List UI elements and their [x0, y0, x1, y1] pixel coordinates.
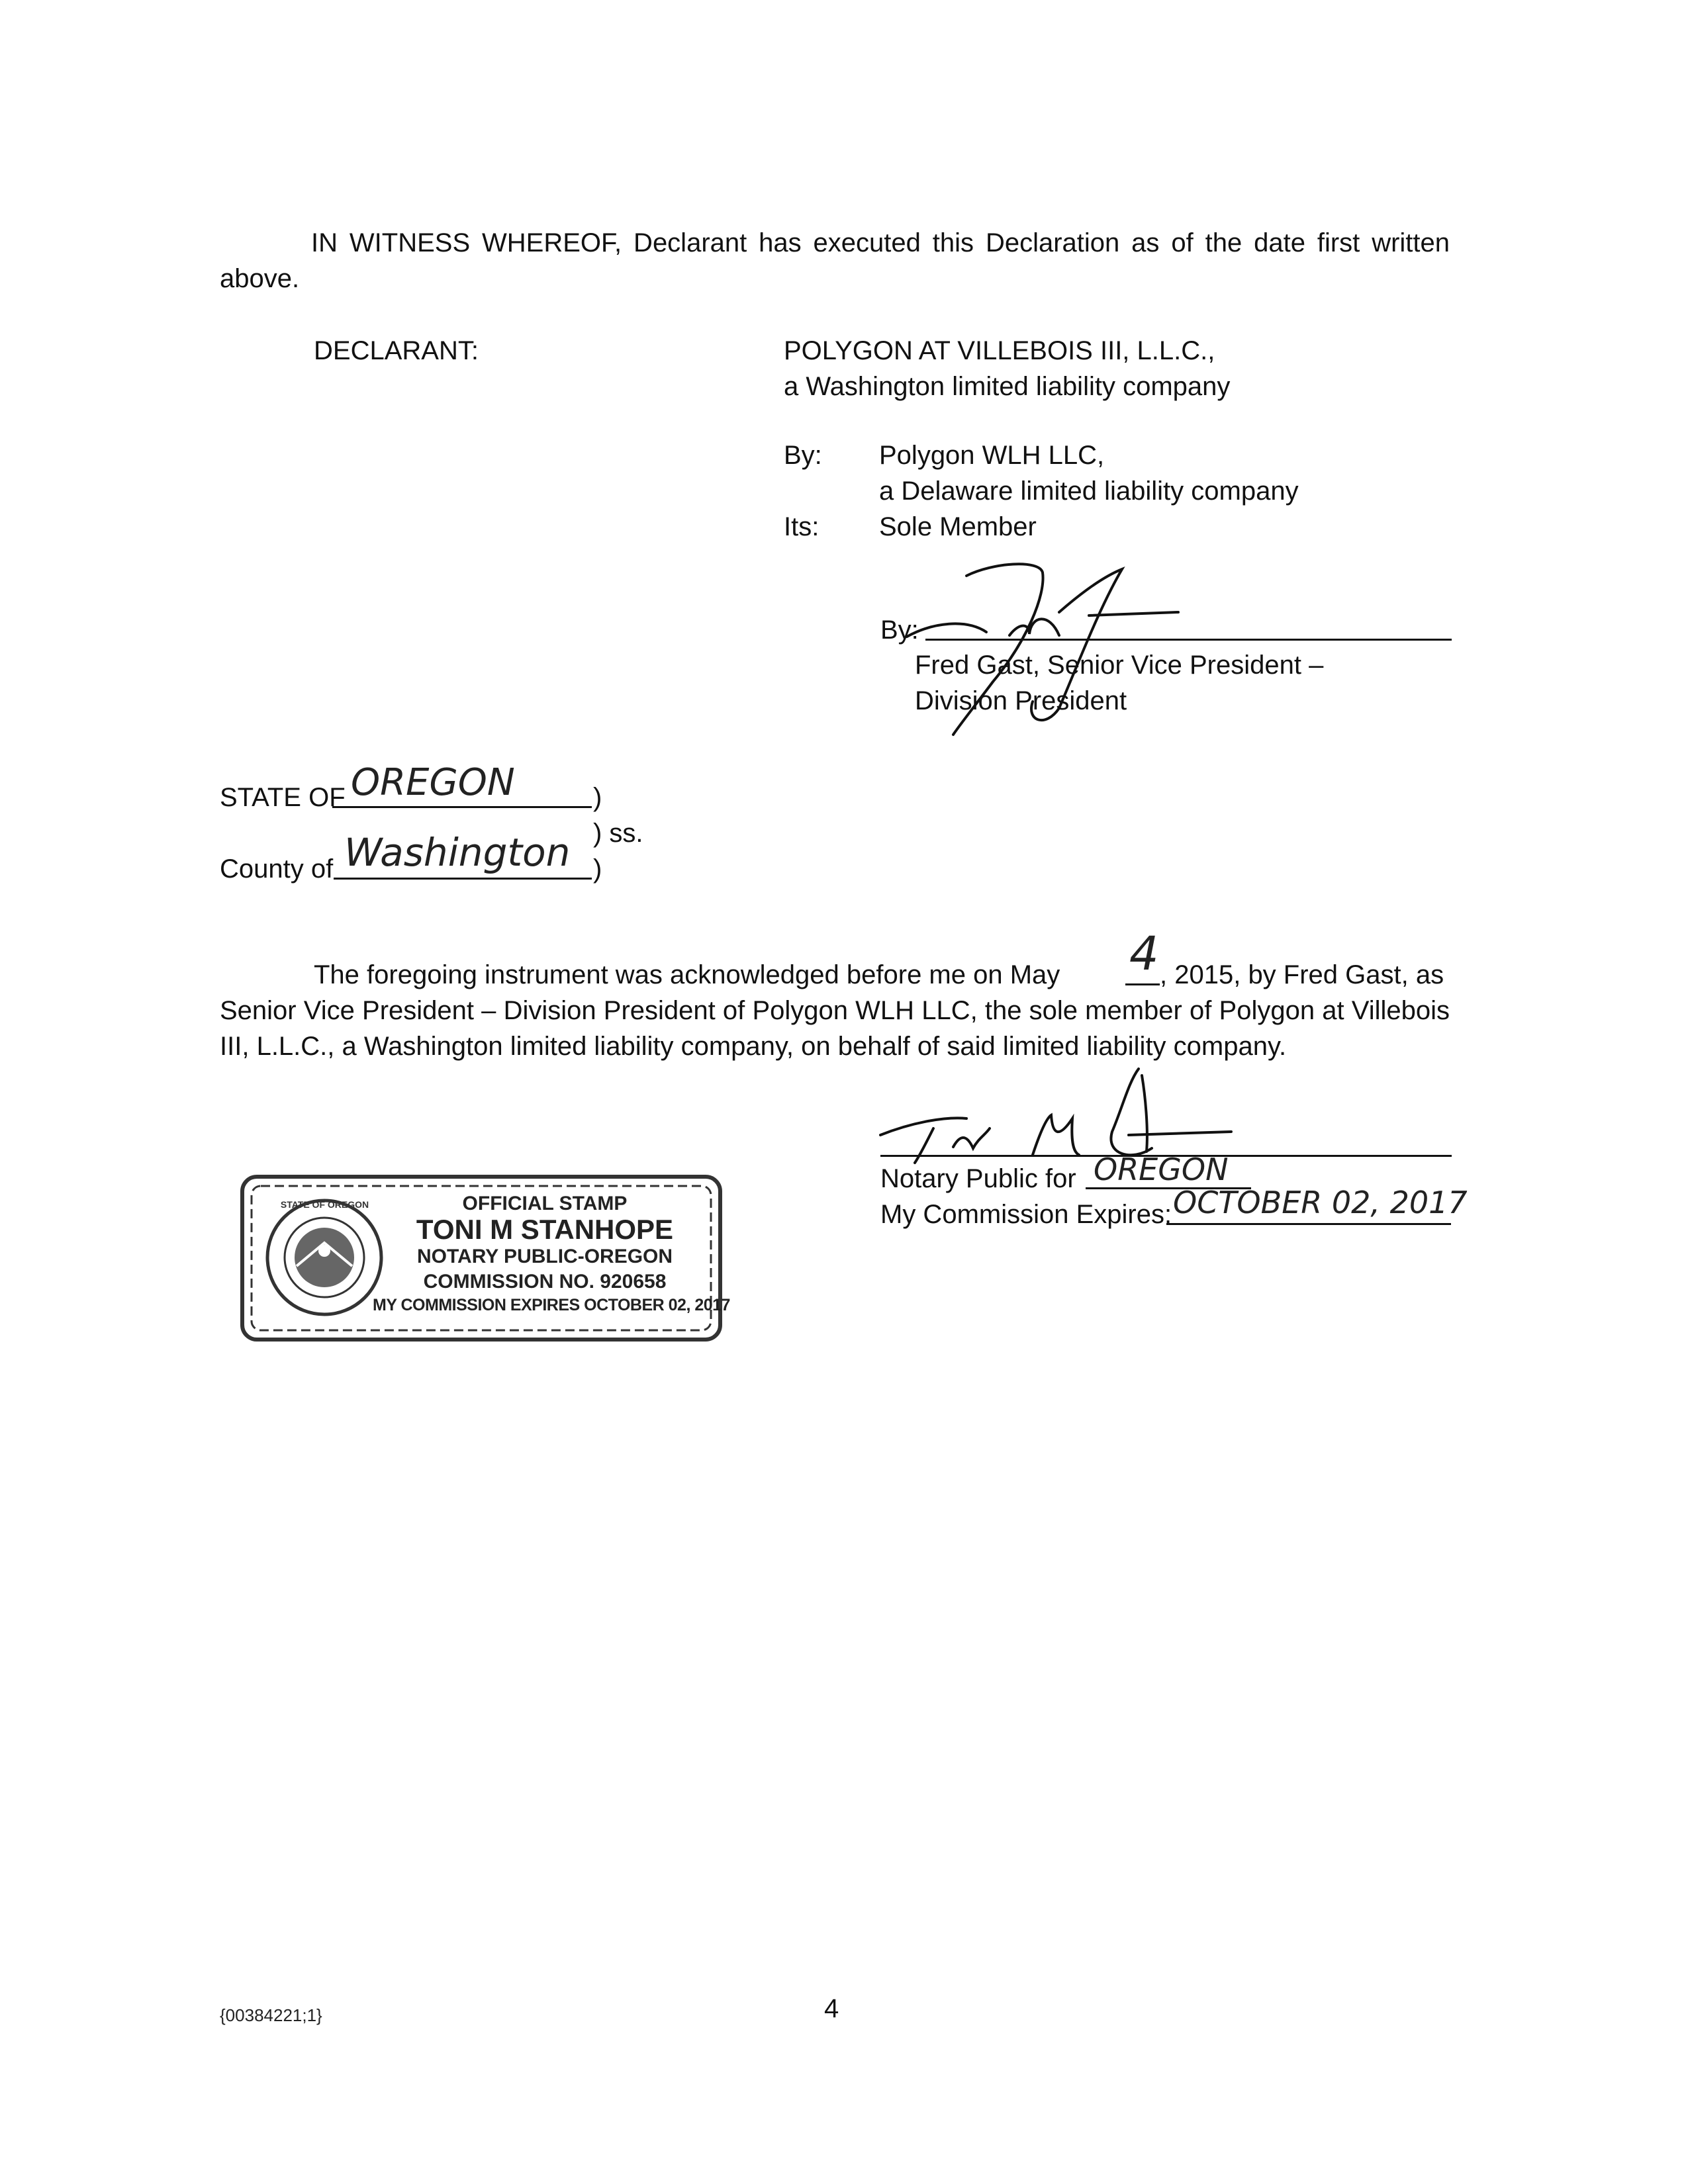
- its-label: Its:: [784, 512, 820, 541]
- state-label: STATE OF: [220, 783, 346, 812]
- notary-public-for-value: OREGON: [1094, 1152, 1229, 1187]
- by-entity-name: Polygon WLH LLC,: [879, 441, 1105, 470]
- state-seal-icon: [263, 1197, 386, 1319]
- stamp-name: TONI M STANHOPE: [416, 1214, 674, 1245]
- acknowledgment-line-3: III, L.L.C., a Washington limited liability company, on behalf of said limited liability company.: [220, 1032, 1287, 1061]
- acknowledgment-line-1b: , 2015, by Fred Gast, as: [1160, 960, 1444, 989]
- signer-title-line-1: Fred Gast, Senior Vice President –: [915, 651, 1324, 680]
- commission-expires-value: OCTOBER 02, 2017: [1173, 1185, 1468, 1220]
- its-value: Sole Member: [879, 512, 1037, 541]
- commission-expires-line: [1166, 1223, 1451, 1225]
- witness-line-2: above.: [220, 264, 300, 293]
- signature-by-label: By:: [880, 615, 919, 645]
- state-value: OREGON: [351, 761, 515, 804]
- entity-description: a Washington limited liability company: [784, 372, 1231, 401]
- declarant-signature-icon: [861, 549, 1205, 741]
- declarant-label: DECLARANT:: [314, 336, 479, 365]
- acknowledgment-line-2: Senior Vice President – Division President of Polygon WLH LLC, the sole member of Polygon at Villebois: [220, 996, 1450, 1025]
- stamp-title: OFFICIAL STAMP: [462, 1193, 628, 1214]
- ss-label: ) ss.: [593, 819, 643, 848]
- state-line: [332, 806, 592, 808]
- county-value: Washington: [344, 830, 571, 875]
- acknowledgment-day: 4: [1129, 927, 1159, 981]
- document-id: {00384221;1}: [220, 2005, 322, 2025]
- stamp-expiration: MY COMMISSION EXPIRES OCTOBER 02, 2017: [373, 1296, 730, 1314]
- seal-text: STATE OF OREGON: [280, 1199, 369, 1210]
- by-label: By:: [784, 441, 822, 470]
- stamp-role: NOTARY PUBLIC-OREGON: [416, 1246, 673, 1267]
- signer-title-line-2: Division President: [915, 686, 1127, 715]
- day-line: [1125, 983, 1160, 985]
- official-stamp: [237, 1171, 730, 1345]
- state-paren: ): [593, 783, 602, 812]
- by-entity-description: a Delaware limited liability company: [879, 477, 1299, 506]
- commission-expires-label: My Commission Expires:: [880, 1200, 1172, 1229]
- notary-public-for-label: Notary Public for: [880, 1164, 1076, 1193]
- witness-line-1: IN WITNESS WHEREOF, Declarant has executed this Declaration as of the date first written: [311, 228, 1450, 257]
- page-number: 4: [824, 1994, 839, 2023]
- county-label: County of: [220, 854, 334, 884]
- acknowledgment-line-1a: The foregoing instrument was acknowledged before me on May: [314, 960, 1060, 989]
- stamp-commission-number: COMMISSION NO. 920658: [423, 1271, 667, 1293]
- entity-name: POLYGON AT VILLEBOIS III, L.L.C.,: [784, 336, 1215, 365]
- county-paren: ): [593, 854, 602, 884]
- county-line: [334, 878, 592, 880]
